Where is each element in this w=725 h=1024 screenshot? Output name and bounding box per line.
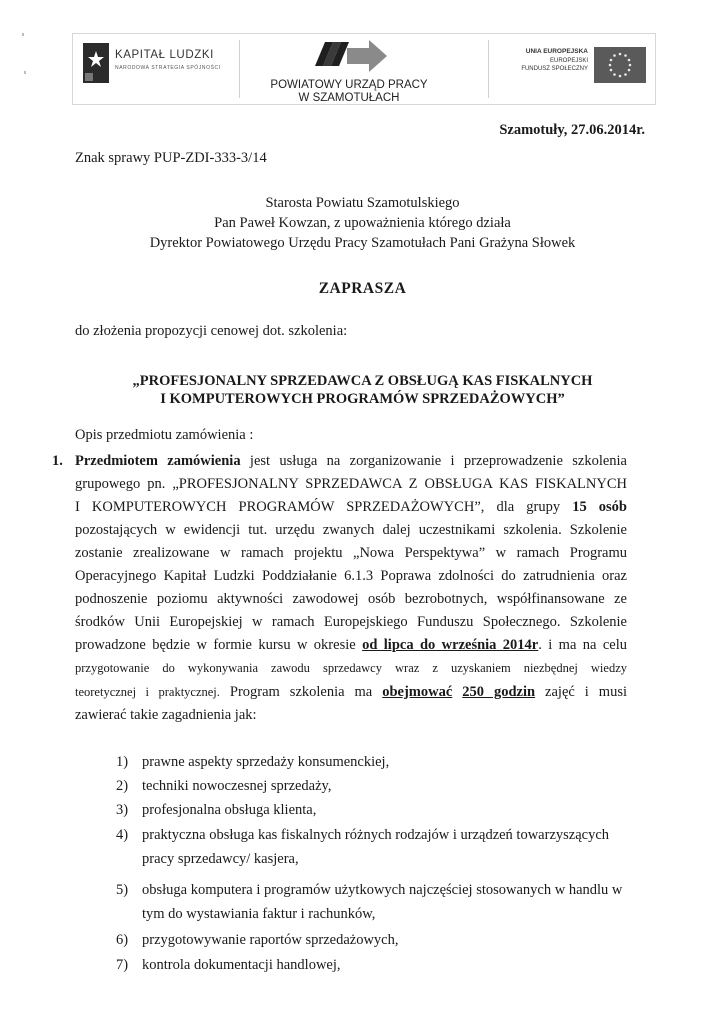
- topic-text: prawne aspekty sprzedaży konsumenckiej,: [142, 754, 390, 770]
- training-period: od lipca do września 2014r: [362, 637, 539, 653]
- paragraph-line: zostanie zrealizowane w ramach projektu „Nowa Perspektywa” w ramach Programu: [75, 545, 627, 561]
- topic-number: 4): [116, 827, 129, 843]
- paragraph-line: zawierać takie zagadnienia jak:: [75, 707, 257, 723]
- topic-text-continued: pracy sprzedawcy/ kasjera,: [142, 851, 299, 867]
- training-title-line-1: „PROFESJONALNY SPRZEDAWCA Z OBSŁUGĄ KAS FISKALNYCH: [132, 373, 593, 389]
- pup-logo-block: [249, 36, 449, 102]
- topic-number: 2): [116, 778, 129, 794]
- paragraph-text: I KOMPUTEROWYCH PROGRAMÓW SPRZEDAŻOWYCH”, dla grupy: [75, 499, 561, 515]
- topic-number: 7): [116, 957, 129, 973]
- eu-caption-line3: FUNDUSZ SPOŁECZNY: [521, 66, 588, 72]
- topic-number: 6): [116, 932, 129, 948]
- intro-line-1: Starosta Powiatu Szamotulskiego: [265, 195, 460, 211]
- topic-number: 3): [116, 802, 129, 818]
- scan-speck: [22, 33, 24, 36]
- paragraph-line: Operacyjnego Kapitał Ludzki Poddziałanie 6.1.3 Poprawa zdolności do zatrudnienia oraz: [75, 568, 627, 584]
- invite-heading: ZAPRASZA: [318, 280, 407, 297]
- topic-text: kontrola dokumentacji handlowej,: [142, 957, 341, 973]
- paragraph-line: środków Unii Europejskiej w ramach Europejskiego Funduszu Społecznego. Szkolenie: [75, 614, 627, 630]
- paragraph-line: grupowego pn. „PROFESJONALNY SPRZEDAWCA Z OBSŁUGA KAS FISKALNYCH: [75, 476, 627, 492]
- paragraph-text: prowadzone będzie w formie kursu w okresie: [75, 637, 356, 653]
- program-hours: 250 godzin: [462, 684, 536, 700]
- topic-text-continued: tym do wystawiania faktur i rachunków,: [142, 906, 376, 922]
- eu-caption-line1: UNIA EUROPEJSKA: [525, 48, 588, 55]
- invite-lead: do złożenia propozycji cenowej dot. szkolenia:: [75, 323, 348, 339]
- paragraph-text: jest usługa na zorganizowanie i przeprowadzenie szkolenia: [249, 453, 627, 469]
- group-size: 15 osób: [572, 499, 627, 515]
- header-banner: [72, 33, 656, 105]
- paragraph-text: Program szkolenia ma: [229, 684, 373, 700]
- topic-text: techniki nowoczesnej sprzedaży,: [142, 778, 332, 794]
- banner-divider: [488, 40, 489, 98]
- topic-text: obsługa komputera i programów użytkowych najczęściej stosowanych w handlu w: [142, 882, 623, 898]
- banner-divider: [239, 40, 240, 98]
- place-date: Szamotuły, 27.06.2014r.: [499, 122, 645, 138]
- pup-arrow-logo-icon: [311, 36, 389, 76]
- paragraph-line: przygotowanie do wykonywania zawodu sprzedawcy wraz z uzyskaniem niezbędnej wiedzy: [75, 661, 627, 675]
- case-reference: Znak sprawy PUP-ZDI-333-3/14: [75, 150, 267, 166]
- topic-text: praktyczna obsługa kas fiskalnych różnych rodzajów i urządzeń towarzyszących: [142, 827, 610, 843]
- office-name-line2: W SZAMOTUŁACH: [298, 92, 400, 104]
- kapital-ludzki-logo-icon: [83, 43, 109, 83]
- subject-bold-phrase: Przedmiotem zamówienia: [75, 453, 241, 469]
- topic-number: 1): [116, 754, 129, 770]
- paragraph-line: [75, 684, 627, 704]
- paragraph-line: pozostających w ewidencji tut. urzędu zwanych dalej uczestnikami szkolenia. Szkolenie: [75, 522, 627, 538]
- topic-text: profesjonalna obsługa klienta,: [142, 802, 317, 818]
- paragraph-text: . i ma na celu: [538, 637, 627, 653]
- intro-line-2: Pan Paweł Kowzan, z upoważnienia którego działa: [214, 215, 511, 231]
- paragraph-text: teoretycznej i praktycznej.: [75, 685, 220, 699]
- section-number: 1.: [52, 453, 63, 469]
- kapital-ludzki-subtitle: NARODOWA STRATEGIA SPÓJNOŚCI: [115, 65, 221, 71]
- eu-caption: [498, 48, 588, 74]
- paragraph-line: podnoszenie poziomu aktywności zawodowej osób bezrobotnych, współfinansowane ze: [75, 591, 627, 607]
- topic-number: 5): [116, 882, 129, 898]
- paragraph-line: [75, 499, 627, 519]
- eu-caption-line2: EUROPEJSKI: [549, 57, 588, 64]
- paragraph-text: zajęć i musi: [545, 684, 627, 700]
- program-scope: obejmować: [382, 684, 453, 700]
- topic-text: przygotowywanie raportów sprzedażowych,: [142, 932, 399, 948]
- subject-lead: Opis przedmiotu zamówienia :: [75, 427, 254, 443]
- paragraph-line: [75, 453, 627, 473]
- office-name-line1: POWIATOWY URZĄD PRACY: [270, 79, 428, 91]
- eu-logo-block: [498, 48, 650, 98]
- scan-speck: [24, 71, 26, 74]
- training-title-line-2: I KOMPUTEROWYCH PROGRAMÓW SPRZEDAŻOWYCH”: [160, 391, 565, 407]
- eu-flag-icon: [594, 47, 646, 83]
- paragraph-line: [75, 637, 627, 657]
- kapital-ludzki-title: KAPITAŁ LUDZKI: [115, 49, 214, 61]
- intro-line-3: Dyrektor Powiatowego Urzędu Pracy Szamotułach Pani Grażyna Słowek: [149, 235, 576, 251]
